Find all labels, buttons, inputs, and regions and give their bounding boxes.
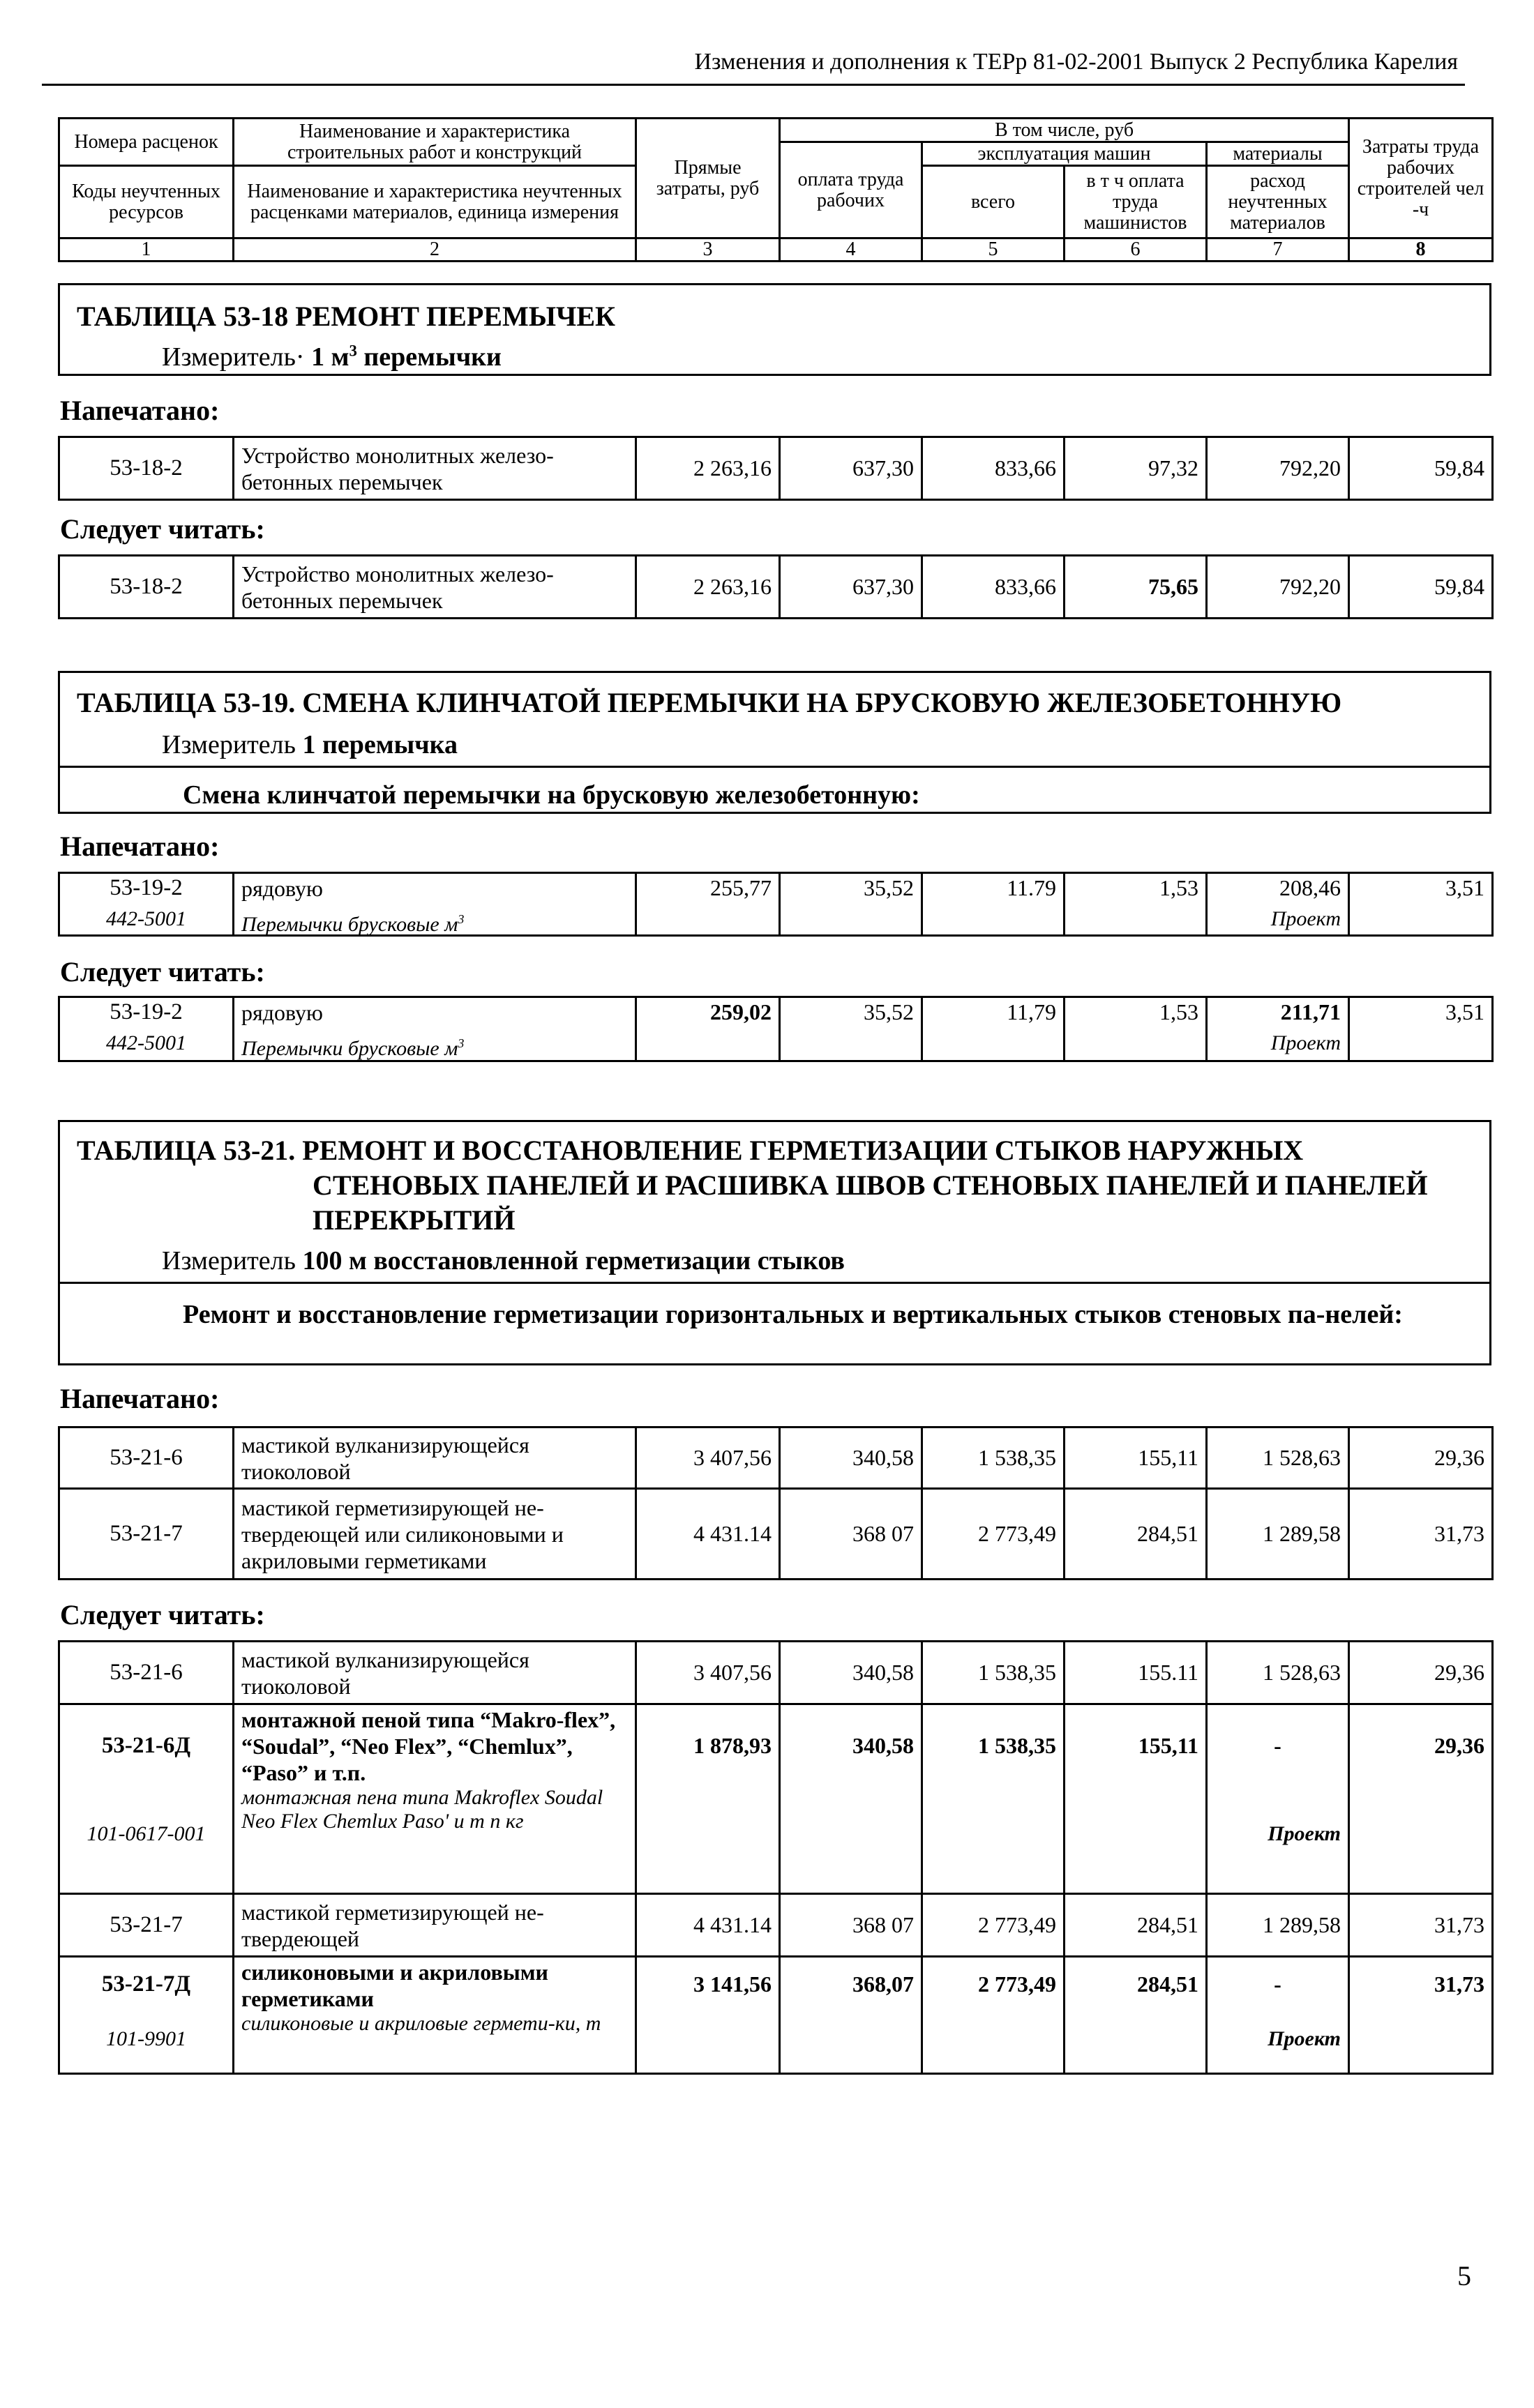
column-header-table	[58, 117, 1494, 262]
machines-total: 1 538,35	[922, 1704, 1065, 1894]
printed-label: Напечатано:	[60, 831, 220, 862]
col-header-machines: эксплуатация машин	[922, 142, 1207, 166]
table-row	[59, 1642, 1493, 1704]
machines-total: 11,79	[922, 997, 1065, 1061]
rate-description: рядовую	[241, 876, 323, 901]
machines-total: 11.79	[922, 873, 1065, 936]
read-label: Следует читать:	[60, 956, 265, 987]
resource-code: 442-5001	[106, 1031, 186, 1054]
machinists-wages: 284,51	[1065, 1894, 1207, 1957]
printed-label: Напечатано:	[60, 1383, 220, 1414]
wages: 368,07	[780, 1957, 922, 2074]
direct-costs: 3 407,56	[636, 1428, 780, 1489]
wages: 368 07	[780, 1894, 922, 1957]
machinists-wages: 1,53	[1065, 997, 1207, 1061]
rate-code: 53-21-7Д	[101, 1971, 191, 1997]
table-row	[59, 1957, 1493, 2074]
labor-costs: 59,84	[1349, 556, 1493, 619]
resource-description: монтажная пена типа Makroflex Soudal Neo Flex Chemlux Paso' и т п кг	[241, 1786, 603, 1833]
col-number-4: 4	[780, 238, 922, 262]
table-row	[59, 1894, 1493, 1957]
rate-code: 53-19-2	[110, 999, 183, 1024]
col-header-materials-name: Наименование и характеристика неучтенных расценками материалов, единица измерения	[234, 166, 636, 238]
measure-value: 1 м	[311, 342, 349, 372]
col-header-wages: оплата труда рабочих	[780, 142, 922, 238]
table-53-21-read	[58, 1640, 1494, 2075]
rate-description: Устройство монолитных железо-бетонных перемычек	[234, 556, 636, 619]
table-row	[59, 997, 1493, 1061]
machinists-wages: 284,51	[1065, 1489, 1207, 1580]
rate-description: мастикой герметизирующей не-твердеющей или силиконовыми и акриловыми герметиками	[234, 1489, 636, 1580]
direct-costs: 255,77	[636, 873, 780, 936]
materials: 792,20	[1207, 437, 1349, 500]
direct-costs: 2 263,16	[636, 556, 780, 619]
col-header-machines-total: всего	[922, 166, 1065, 238]
table-row	[59, 1489, 1493, 1580]
read-label: Следует читать:	[60, 1599, 265, 1630]
table-53-21-measure	[162, 1245, 845, 1276]
wages: 35,52	[780, 997, 922, 1061]
resource-description: Перемычки брусковые $м^3$	[241, 912, 465, 936]
labor-costs: 31,73	[1349, 1957, 1493, 2074]
materials: 211,71	[1280, 999, 1341, 1024]
table-53-21-subheading: Ремонт и восстановление герметизации горизонтальных и вертикальных стыков стеновых па-нелей:	[183, 1300, 1403, 1329]
rate-code: 53-21-6	[59, 1642, 234, 1704]
measure-value: 1 перемычка	[302, 730, 458, 759]
materials: -	[1274, 1971, 1281, 1997]
labor-costs: 3,51	[1349, 997, 1493, 1061]
labor-costs: 29,36	[1349, 1704, 1493, 1894]
table-53-19-measure	[162, 729, 458, 760]
direct-costs: 259,02	[636, 997, 780, 1061]
wages: 637,30	[780, 556, 922, 619]
table-53-19-divider	[58, 766, 1491, 768]
col-header-direct-costs: Прямые затраты, руб	[636, 119, 780, 238]
rate-description: мастикой вулканизирующейся тиоколовой	[234, 1642, 636, 1704]
resource-description: Перемычки брусковые $м^3$	[241, 1036, 465, 1060]
table-53-19-subheading: Смена клинчатой перемычки на брусковую железобетонную:	[183, 780, 920, 810]
col-header-rate-numbers: Номера расценок	[59, 119, 234, 166]
table-row	[59, 437, 1493, 500]
rate-description: силиконовыми и акриловыми герметиками	[241, 1960, 548, 2011]
rate-description: мастикой герметизирующей не-твердеющей	[234, 1894, 636, 1957]
wages: 340,58	[780, 1704, 922, 1894]
labor-costs: 59,84	[1349, 437, 1493, 500]
materials: 1 289,58	[1207, 1894, 1349, 1957]
col-number-2: 2	[234, 238, 636, 262]
machinists-wages: 155,11	[1065, 1428, 1207, 1489]
table-53-21-printed	[58, 1426, 1494, 1580]
direct-costs: 3 141,56	[636, 1957, 780, 2074]
measure-value: 100 м восстановленной герметизации стыков	[302, 1246, 845, 1275]
printed-label: Напечатано:	[60, 395, 220, 426]
resource-code: 442-5001	[106, 907, 186, 930]
col-number-1: 1	[59, 238, 234, 262]
col-number-8: 8	[1349, 238, 1493, 262]
machines-total: 2 773,49	[922, 1894, 1065, 1957]
direct-costs: 3 407,56	[636, 1642, 780, 1704]
rate-code: 53-19-2	[110, 875, 183, 900]
machines-total: 1 538,35	[922, 1642, 1065, 1704]
col-number-6: 6	[1065, 238, 1207, 262]
machines-total: 833,66	[922, 437, 1065, 500]
resource-code: 101-9901	[106, 2027, 186, 2050]
materials: 1 289,58	[1207, 1489, 1349, 1580]
col-header-resource-codes: Коды неучтенных ресурсов	[59, 166, 234, 238]
machines-total: 2 773,49	[922, 1957, 1065, 2074]
machines-total: 833,66	[922, 556, 1065, 619]
col-number-5: 5	[922, 238, 1065, 262]
machines-total: 2 773,49	[922, 1489, 1065, 1580]
rate-description: монтажной пеной типа “Makro-flex”, “Soudal”, “Neo Flex”, “Chemlux”, “Paso” и т.п.	[241, 1707, 616, 1785]
table-row	[59, 1428, 1493, 1489]
rate-code: 53-18-2	[59, 437, 234, 500]
resource-code: 101-0617-001	[87, 1822, 206, 1845]
direct-costs: 1 878,93	[636, 1704, 780, 1894]
col-header-machinists-wages: в т ч оплата труда машинистов	[1065, 166, 1207, 238]
machinists-wages: 97,32	[1065, 437, 1207, 500]
direct-costs: 2 263,16	[636, 437, 780, 500]
machinists-wages: 155.11	[1065, 1642, 1207, 1704]
col-header-labor-costs: Затраты труда рабочих строителей чел -ч	[1349, 119, 1493, 238]
rate-description: Устройство монолитных железо-бетонных перемычек	[234, 437, 636, 500]
col-header-materials: материалы	[1207, 142, 1349, 166]
materials: 792,20	[1207, 556, 1349, 619]
wages: 340,58	[780, 1428, 922, 1489]
header-rule	[42, 84, 1465, 86]
running-header: Изменения и дополнения к ТЕРр 81-02-2001 Выпуск 2 Республика Карелия	[694, 49, 1458, 75]
labor-costs: 29,36	[1349, 1642, 1493, 1704]
rate-code: 53-21-6Д	[101, 1733, 191, 1758]
materials: 208,46	[1279, 875, 1341, 900]
table-53-21-title-line2: СТЕНОВЫХ ПАНЕЛЕЙ И РАСШИВКА ШВОВ СТЕНОВЫХ ПАНЕЛЕЙ И ПАНЕЛЕЙ	[313, 1169, 1428, 1201]
rate-code: 53-18-2	[59, 556, 234, 619]
machines-total: 1 538,35	[922, 1428, 1065, 1489]
wages: 35,52	[780, 873, 922, 936]
table-row	[59, 1704, 1493, 1894]
table-row	[59, 556, 1493, 619]
machinists-wages: 75,65	[1065, 556, 1207, 619]
rate-code: 53-21-6	[59, 1428, 234, 1489]
direct-costs: 4 431.14	[636, 1894, 780, 1957]
wages: 340,58	[780, 1642, 922, 1704]
rate-description: рядовую	[241, 1000, 323, 1025]
col-number-3: 3	[636, 238, 780, 262]
resource-description: силиконовые и акриловые гермети-ки, т	[241, 2012, 601, 2035]
materials: 1 528,63	[1207, 1642, 1349, 1704]
col-header-including: В том числе, руб	[780, 119, 1349, 142]
rate-code: 53-21-7	[59, 1489, 234, 1580]
col-header-unaccounted-materials: расход неучтенных материалов	[1207, 166, 1349, 238]
table-53-18-printed	[58, 436, 1494, 501]
materials: -	[1274, 1733, 1281, 1758]
direct-costs: 4 431.14	[636, 1489, 780, 1580]
table-53-19-printed	[58, 872, 1494, 937]
project-note: Проект	[1268, 1822, 1341, 1845]
table-53-19-read	[58, 996, 1494, 1062]
wages: 637,30	[780, 437, 922, 500]
rate-code: 53-21-7	[59, 1894, 234, 1957]
measure-label: Измеритель	[162, 730, 296, 759]
measure-sup: 3	[349, 342, 357, 360]
measure-tail: перемычки	[356, 342, 502, 372]
labor-costs: 31,73	[1349, 1489, 1493, 1580]
rate-description: мастикой вулканизирующейся тиоколовой	[234, 1428, 636, 1489]
labor-costs: 31,73	[1349, 1894, 1493, 1957]
table-53-19-title: ТАБЛИЦА 53-19. СМЕНА КЛИНЧАТОЙ ПЕРЕМЫЧКИ НА БРУСКОВУЮ ЖЕЛЕЗОБЕТОННУЮ	[77, 687, 1342, 718]
col-header-works-name: Наименование и характеристика строительных работ и конструкций	[234, 119, 636, 166]
wages: 368 07	[780, 1489, 922, 1580]
project-note: Проект	[1270, 1031, 1341, 1054]
table-row	[59, 873, 1493, 936]
labor-costs: 29,36	[1349, 1428, 1493, 1489]
labor-costs: 3,51	[1349, 873, 1493, 936]
machinists-wages: 155,11	[1065, 1704, 1207, 1894]
project-note: Проект	[1270, 907, 1341, 930]
table-53-21-divider	[58, 1282, 1491, 1284]
machinists-wages: 284,51	[1065, 1957, 1207, 2074]
table-53-18-read	[58, 554, 1494, 619]
measure-label: Измеритель·	[162, 342, 305, 372]
project-note: Проект	[1268, 2027, 1341, 2050]
page-number: 5	[1457, 2260, 1471, 2292]
measure-label: Измеритель	[162, 1246, 296, 1275]
col-number-7: 7	[1207, 238, 1349, 262]
table-53-21-title-line1: ТАБЛИЦА 53-21. РЕМОНТ И ВОССТАНОВЛЕНИЕ ГЕРМЕТИЗАЦИИ СТЫКОВ НАРУЖНЫХ	[77, 1135, 1304, 1166]
machinists-wages: 1,53	[1065, 873, 1207, 936]
table-53-18-measure	[162, 342, 502, 372]
table-53-18-title: ТАБЛИЦА 53-18 РЕМОНТ ПЕРЕМЫЧЕК	[77, 301, 616, 332]
table-53-21-title-line3: ПЕРЕКРЫТИЙ	[313, 1204, 516, 1236]
materials: 1 528,63	[1207, 1428, 1349, 1489]
read-label: Следует читать:	[60, 513, 265, 545]
